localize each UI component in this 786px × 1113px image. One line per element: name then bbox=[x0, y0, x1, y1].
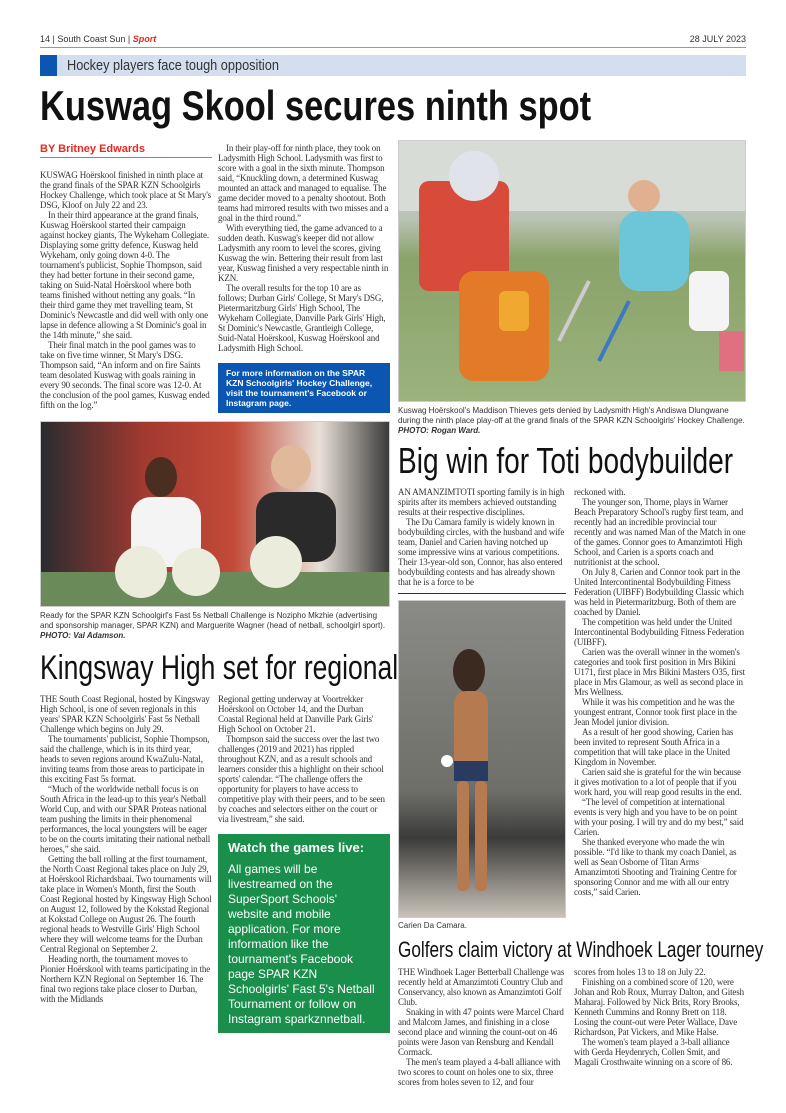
netball-caption bbox=[40, 611, 390, 641]
paragraph: “Much of the worldwide netball focus is on South Africa in the lead-up to this year's Netball World Cup, and with our SPAR Proteas national team pushing the limits in their phenomenal performances, the local youngsters will be eager to be on the courts imitating their national netball heroes,” she said. bbox=[40, 784, 211, 855]
kicker-bar bbox=[40, 55, 746, 76]
paragraph: With everything tied, the game advanced to a sudden death. Kuswag's keeper did not allow Ladysmith any room to level the scores, giving Kuswag the win. Bettering their result from last year, Kuswag finished a very respectable ninth in KZN. bbox=[218, 223, 389, 283]
netball-people-illustration bbox=[41, 422, 390, 607]
paragraph: On July 8, Carien and Connor took part in the United Intercontinental Bodybuilding Fitness Federation (UIBFF) Bodybuilding Classic which was held in Pietermaritzburg. Both of them are coached by Daniel. bbox=[574, 567, 744, 618]
golf-col-1 bbox=[398, 967, 566, 1087]
bodybuilder-illustration bbox=[399, 601, 566, 918]
page-header: 14 | South Coast Sun | Sport 28 JULY 2023 bbox=[40, 34, 746, 48]
bodybuilder-caption: Carien Da Camara. bbox=[398, 921, 467, 931]
paragraph: The tournaments' publicist, Sophie Thompson, said the challenge, which is in its third year, heads to seven regions around KwaZulu-Natal, inviting teams from those areas to participate in this exciting Fast 5s format. bbox=[40, 734, 210, 785]
paragraph: Their final match in the pool games was to take on five time winner, St Mary's DSG. Thompson said, “An inform and on fire Saints team desolated Kuswag with goals raining in every 90 seconds. The final score was 12-0. At the conclusion of the pool games, Kuswag ended fifth on the log.” bbox=[40, 340, 210, 410]
paragraph: THE South Coast Regional, hosted by Kingsway High School, is one of seven regionals in this years' SPAR KZN Schoolgirls' Fast 5s Netball Challenge which begins on July 29. bbox=[40, 694, 210, 735]
page-number: 14 bbox=[40, 34, 51, 44]
hockey-caption bbox=[398, 406, 746, 436]
paragraph: As a result of her good showing, Carien has been invited to represent South Africa in a competition that will take place in the United Kingdom in November. bbox=[574, 727, 734, 768]
golf-headline: Golfers claim victory at Windhoek Lager tourney bbox=[398, 937, 764, 963]
left-half bbox=[40, 143, 399, 1033]
paragraph: Regional getting underway at Voortrekker Hoërskool on October 14, and the Durban Coastal Regional held at Danville Park Girls' High School on October 21. bbox=[218, 694, 374, 735]
livestream-info-box bbox=[218, 834, 390, 1033]
photo-credit: PHOTO: Rogan Ward. bbox=[398, 426, 481, 435]
section-name: Sport bbox=[132, 34, 157, 44]
right-half bbox=[398, 406, 764, 1087]
paragraph: Carien was the overall winner in the women's categories and took first position in Mrs Bikini U171, first place in Mrs Bikini Masters O35, first place in Mrs Glamour, as well as second place in Mrs Wellness. bbox=[574, 647, 745, 698]
hockey-info-box: For more information on the SPAR KZN Schoolgirls' Hockey Challenge, visit the tournament's Facebook or Instagram page. bbox=[218, 363, 390, 413]
netball-photo bbox=[40, 421, 390, 607]
hockey-headline: Kuswag Skool secures ninth spot bbox=[40, 82, 592, 129]
paragraph: scores from holes 13 to 18 on July 22. bbox=[574, 966, 706, 977]
paragraph: While it was his competition and he was the youngest entrant, Connor took first place in the Jean Model junior division. bbox=[574, 697, 737, 728]
byline: BY Britney Edwards bbox=[40, 143, 212, 158]
caption-text: Ready for the SPAR KZN Schoolgirl's Fast 5s Netball Challenge is Nozipho Mkzhie (advertising and sponsorship manager, SPAR KZN) and Marguerite Wagner (head of netball, schoolgirl sport). bbox=[40, 611, 386, 630]
hockey-col-1 bbox=[40, 170, 212, 410]
issue-date: 28 JULY 2023 bbox=[689, 34, 746, 44]
paragraph: Snaking in with 47 points were Marcel Chard and Malcom James, and finishing in a close second place and winning the count-out on 46 points were Jason van Rensburg and Kendall Cormack. bbox=[398, 1006, 564, 1057]
bodybuilder-headline: Big win for Toti bodybuilder bbox=[398, 440, 734, 481]
divider bbox=[398, 593, 566, 594]
paragraph: She thanked everyone who made the win possible. “I'd like to thank my coach Daniel, as well as Sean Osborne of Titan Arms Amanzimtoti Shooting and Training Centre for sponsoring Connor and me with all our entry costs,” said Carien. bbox=[574, 837, 737, 898]
paragraph: KUSWAG Hoërskool finished in ninth place at the grand finals of the SPAR KZN Schoolgirls Hockey Challenge, which took place at St Mary's DSG, Kloof on July 22 and 23. bbox=[40, 170, 212, 210]
paragraph: The men's team played a 4-ball alliance with two scores to count on holes one to six, three scores from holes seven to 12, and four bbox=[398, 1056, 561, 1087]
paragraph: In their third appearance at the grand finals, Kuswag Hoërskool started their campaign against hockey giants, The Wykeham Collegiate. Displaying some gritty defence, Kuswag held Wykeham, only going down 4-0. The tournament's publicist, Sophie Thompson, said they had better fortune in their second game, taking on Suid-Natal Hoërskool where both teams finished without netting any goals. “In their third game they met travelling team, St Dominic's Newcastle and did well with only one lapse in defence allowing a St Dominic's goal in the 14th minute,” she said. bbox=[40, 210, 209, 340]
hockey-col-2 bbox=[218, 143, 390, 353]
golf-col-2 bbox=[574, 967, 746, 1067]
box-body: All games will be livestreamed on the SuperSport Schools' website and mobile application. For more information like the tournament's Facebook page SPAR KZN Schoolgirls' Fast 5's Netball Tournament or follow on Instagram sparkznnetball. bbox=[228, 862, 375, 1027]
paragraph: The women's team played a 3-ball alliance with Gerda Heydenrych, Collen Smit, and Magali Crosthwaite winning on a score of 86. bbox=[574, 1036, 733, 1067]
paragraph: The Du Camara family is widely known in bodybuilding circles, with the husband and wife team, Daniel and Carien having notched up some impressive wins at various competitions. Their 13-year-old son, Connor, has also entered bodybuilding contests and has already shown that he is a force to be bbox=[398, 517, 565, 588]
paragraph: The younger son, Thorne, plays in Warner Beach Preparatory School's rugby first team, and recently had an incredible provincial tour recently and was named Man of the Match in one of the games. Connor goes to Amanzimtoti High School, and Carien is a sports coach and nutritionist at the school. bbox=[574, 497, 746, 568]
paragraph: The overall results for the top 10 are as follows; Durban Girls' College, St Mary's DSG, Pietermaritzburg Girls' High School, The Wykeham Collegiate, Danville Park Girls' High, St Dominic's Newcastle, Grantleigh College, Suid-Natal Hoërskool, Kuswag Hoërskool and Ladysmith High School. bbox=[218, 283, 386, 353]
paragraph: reckoned with. bbox=[574, 487, 626, 498]
paragraph: Heading north, the tournament moves to Pionier Hoërskool with teams participating in the Northern KZN Regional on September 16. The final two regions take place closer to Durban, with the Midlands bbox=[40, 954, 211, 1005]
netball-headline: Kingsway High set for regional bbox=[40, 649, 399, 687]
netball-col-2-wrap bbox=[218, 694, 390, 1033]
paragraph: Carien said she is grateful for the win because it gives motivation to a lot of people that if you work hard, you will reap good results in the end. bbox=[574, 767, 742, 798]
netball-col-1 bbox=[40, 694, 212, 1004]
caption-text: Kuswag Hoërskool's Maddison Thieves gets denied by Ladysmith High's Andiswa Dlungwane during the ninth place play-off at the grand finals of the SPAR KZN Schoolgirls' Hockey Challenge. bbox=[398, 406, 745, 425]
bodybuilder-col-1 bbox=[398, 487, 566, 587]
box-title: Watch the games live: bbox=[228, 840, 365, 856]
photo-credit: PHOTO: Val Adamson. bbox=[40, 631, 126, 640]
bodybuilder-columns bbox=[398, 487, 746, 931]
netball-columns bbox=[40, 694, 390, 1033]
hockey-columns bbox=[40, 143, 390, 413]
paragraph: The competition was held under the United Intercontinental Bodybuilding Fitness Federation (UIBFF). bbox=[574, 617, 745, 648]
paragraph: “The level of competition at international events is very high and you have to be on point with your posing. I will try and do my best,” said Carien. bbox=[574, 797, 744, 838]
paragraph: Finishing on a combined score of 120, were Johan and Rob Roux, Murray Dalton, and Gitesh Maharaj. Followed by Nick Brits, Rory Brooks, Kenneth Cummins and Ronny Brett on 118. Losing the count-out were Peter Wallace, Dave Richardson, Pat Vickers, and Mike Halse. bbox=[574, 976, 744, 1037]
netball-col-2 bbox=[218, 694, 390, 824]
paragraph: AN AMANZIMTOTI sporting family is in high spirits after its members achieved outstanding results at their respective disciplines. bbox=[398, 487, 565, 518]
kicker: Hockey players face tough opposition bbox=[67, 57, 279, 74]
paragraph: In their play-off for ninth place, they took on Ladysmith High School. Ladysmith was first to score with a goal in the sixth minute. Thompson said, “Knuckling down, a determined Kuswag mounted an attack and managed to equalise. The game decider moved to a penalty shootout. Both teams had mirrored results with two misses and a goal in the third round.” bbox=[218, 143, 389, 223]
bodybuilder-col-2 bbox=[574, 487, 746, 897]
bodybuilder-left bbox=[398, 487, 566, 931]
paper-name: South Coast Sun bbox=[57, 34, 126, 44]
paragraph: Thompson said the success over the last two challenges (2019 and 2021) has rippled throughout KZN, and as a result schools and learners consider this a highlight on their school sports' calendar. “The challenge offers the opportunity for players to have access to competitive play with their peers, and to be seen by coaches and selectors either on the court or via livestream,” she said. bbox=[218, 734, 385, 825]
hockey-col-1-wrap bbox=[40, 143, 212, 410]
paragraph: Getting the ball rolling at the first tournament, the North Coast Regional takes place on July 29, at Hoërskool Richardsbaai. Two tournaments will take place in Women's Month, first the South Coast Regional hosted by Kingsway High School on August 12, followed by the Kokstad Regional at Kokstad College on August 26. The fourth regional heads to Westville Girls' High School where they will welcome teams for the Durban Central Regional on September 2. bbox=[40, 854, 212, 955]
golf-columns bbox=[398, 967, 746, 1087]
hockey-photo bbox=[398, 140, 746, 402]
bodybuilder-photo bbox=[398, 600, 566, 918]
hockey-players-illustration bbox=[399, 141, 746, 402]
paragraph: THE Windhoek Lager Betterball Challenge was recently held at Amanzimtoti Country Club and Conservancy, also known as Amanzimtoti Golf Club. bbox=[398, 966, 565, 1007]
hockey-col-2-wrap bbox=[218, 143, 390, 413]
